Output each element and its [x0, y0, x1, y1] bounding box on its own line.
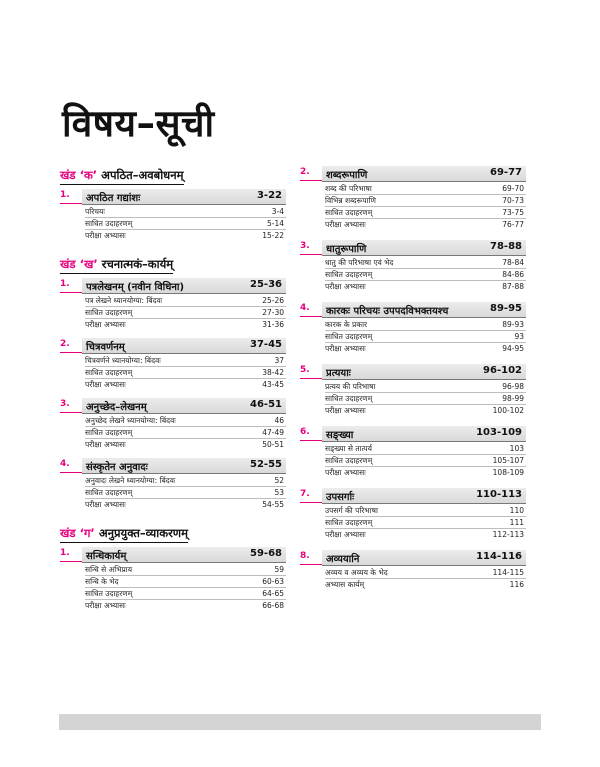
section-prefix: खंड	[60, 526, 76, 540]
toc-chapter[interactable]	[300, 488, 526, 540]
subtopic-title: अभ्यास कार्यम्	[325, 580, 365, 589]
subtopic-title: कारक के प्रकार	[325, 320, 368, 329]
subtopic-row[interactable]	[85, 367, 286, 379]
subtopic-pages: 66-68	[262, 601, 284, 610]
toc-chapter[interactable]	[300, 166, 526, 230]
section-heading	[60, 168, 286, 185]
subtopic-row[interactable]	[325, 343, 526, 354]
subtopic-row[interactable]	[85, 475, 286, 487]
subtopic-pages: 98-99	[502, 394, 524, 403]
chapter-heading[interactable]	[300, 488, 526, 505]
chapter-title-bar	[322, 302, 526, 318]
subtopic-row[interactable]	[85, 379, 286, 390]
toc-chapter[interactable]	[60, 189, 286, 241]
subtopic-row[interactable]	[325, 331, 526, 343]
subtopic-title: विभिन्न शब्दरूपाणि	[325, 196, 376, 205]
chapter-title: अपठित गद्यांशः	[86, 193, 141, 204]
chapter-heading[interactable]	[60, 547, 286, 564]
subtopic-pages: 111	[509, 518, 524, 527]
chapter-heading[interactable]	[60, 458, 286, 475]
chapter-title: सङ्ख्या	[326, 430, 354, 441]
chapter-title-bar	[82, 278, 286, 294]
chapter-pages: 25-36	[250, 279, 282, 290]
subtopic-pages: 114-115	[492, 568, 524, 577]
chapter-title-bar	[322, 426, 526, 442]
chapter-pages: 110-113	[476, 489, 522, 500]
toc-chapter[interactable]	[300, 550, 526, 590]
subtopic-pages: 70-73	[502, 196, 524, 205]
subtopic-title: पत्र लेखने ध्यानयोग्या: बिंदवः	[85, 296, 163, 305]
subtopic-title: साधित उदाहरणम्	[85, 368, 133, 377]
subtopic-row[interactable]	[325, 183, 526, 195]
chapter-title: अव्ययानि	[326, 554, 360, 565]
chapter-heading[interactable]	[300, 550, 526, 567]
chapter-title: सन्धिकार्यम्	[86, 551, 127, 562]
subtopic-pages: 78-84	[502, 258, 524, 267]
subtopic-row[interactable]	[85, 600, 286, 611]
chapter-pages: 46-51	[250, 399, 282, 410]
chapter-title: संस्कृतेन अनुवादः	[86, 462, 148, 473]
section-name: रचनात्मकं–कार्यम्	[101, 257, 174, 271]
subtopic-title: साधित उदाहरणम्	[325, 394, 373, 403]
toc-right-column	[300, 166, 526, 600]
section-letter: ‘ख’	[79, 257, 98, 271]
subtopic-row[interactable]	[325, 455, 526, 467]
chapter-title-bar	[322, 240, 526, 256]
subtopic-pages: 100-102	[492, 406, 524, 415]
toc-chapter[interactable]	[60, 278, 286, 330]
section-heading-line	[60, 526, 188, 543]
subtopic-row[interactable]	[325, 405, 526, 416]
subtopic-title: परीक्षा अभ्यासः	[325, 220, 366, 229]
section-heading-line	[60, 257, 173, 274]
subtopic-title: परिचयः	[85, 207, 105, 216]
subtopic-title: साधित उदाहरणम्	[85, 589, 133, 598]
subtopic-pages: 37	[274, 356, 284, 365]
subtopic-pages: 87-88	[502, 282, 524, 291]
chapter-title-bar	[82, 189, 286, 205]
chapter-pages: 103-109	[476, 427, 522, 438]
toc-chapter[interactable]	[300, 240, 526, 292]
chapter-pages: 37-45	[250, 339, 282, 350]
subtopic-pages: 5-14	[266, 219, 284, 228]
chapter-heading[interactable]	[60, 398, 286, 415]
chapter-heading[interactable]	[300, 240, 526, 257]
toc-chapter[interactable]	[300, 302, 526, 354]
toc-chapter[interactable]	[60, 547, 286, 611]
subtopic-row[interactable]	[85, 230, 286, 241]
subtopic-title: परीक्षा अभ्यासः	[85, 601, 126, 610]
subtopic-pages: 38-42	[262, 368, 284, 377]
subtopic-pages: 60-63	[262, 577, 284, 586]
subtopic-pages: 94-95	[502, 344, 524, 353]
chapter-pages: 114-116	[476, 551, 522, 562]
subtopic-title: परीक्षा अभ्यासः	[325, 468, 366, 477]
subtopic-pages: 50-51	[262, 440, 284, 449]
chapter-title: उपसर्गाः	[326, 492, 355, 503]
subtopic-row[interactable]	[85, 439, 286, 450]
subtopic-title: शब्द की परिभाषा	[325, 184, 372, 193]
subtopic-row[interactable]	[85, 576, 286, 588]
subtopic-row[interactable]	[85, 206, 286, 218]
subtopic-row[interactable]	[325, 207, 526, 219]
subtopic-row[interactable]	[85, 588, 286, 600]
chapter-title-bar	[322, 488, 526, 504]
subtopic-row[interactable]	[85, 355, 286, 367]
subtopic-pages: 116	[509, 580, 524, 589]
subtopic-pages: 54-55	[262, 500, 284, 509]
subtopic-title: अनुच्छेद लेखने ध्यानयोग्या: बिंदवः	[85, 416, 176, 425]
subtopic-pages: 15-22	[262, 231, 284, 240]
subtopic-pages: 103	[509, 444, 524, 453]
chapter-title: धातुरूपाणि	[326, 244, 367, 255]
subtopic-pages: 110	[509, 506, 524, 515]
subtopic-pages: 69-70	[502, 184, 524, 193]
toc-chapter[interactable]	[300, 364, 526, 416]
subtopic-title: धातु की परिभाषा एवं भेद	[325, 258, 394, 267]
chapter-title: अनुच्छेद–लेखनम्	[86, 402, 147, 413]
subtopic-pages: 89-93	[502, 320, 524, 329]
chapter-title: शब्दरूपाणि	[326, 170, 368, 181]
toc-chapter[interactable]	[60, 338, 286, 390]
subtopic-pages: 31-36	[262, 320, 284, 329]
subtopic-pages: 108-109	[492, 468, 524, 477]
subtopic-pages: 47-49	[262, 428, 284, 437]
subtopic-row[interactable]	[85, 427, 286, 439]
subtopic-row[interactable]	[325, 393, 526, 405]
section-heading	[60, 526, 286, 543]
subtopic-title: सन्धि के भेद	[85, 577, 119, 586]
section-heading	[60, 257, 286, 274]
chapter-pages: 52-55	[250, 459, 282, 470]
subtopic-title: परीक्षा अभ्यासः	[325, 344, 366, 353]
chapter-pages: 96-102	[483, 365, 522, 376]
subtopic-title: उपसर्ग की परिभाषा	[325, 506, 378, 515]
chapter-heading[interactable]	[60, 278, 286, 295]
chapter-title: पत्रलेखनम् (नवीन विधिना)	[86, 282, 185, 293]
subtopic-title: साधित उदाहरणम्	[325, 208, 373, 217]
chapter-pages: 3-22	[256, 190, 282, 201]
subtopic-title: साधित उदाहरणम्	[325, 332, 373, 341]
subtopic-pages: 27-30	[262, 308, 284, 317]
subtopic-row[interactable]	[85, 218, 286, 230]
subtopic-pages: 53	[274, 488, 284, 497]
toc-chapter[interactable]	[60, 458, 286, 510]
chapter-title-bar	[322, 166, 526, 182]
subtopic-title: प्रत्यय की परिभाषा	[325, 382, 376, 391]
subtopic-row[interactable]	[325, 567, 526, 579]
chapter-pages: 89-95	[490, 303, 522, 314]
section-prefix: खंड	[60, 257, 76, 271]
subtopic-row[interactable]	[85, 487, 286, 499]
subtopic-title: परीक्षा अभ्यासः	[85, 320, 126, 329]
subtopic-pages: 73-75	[502, 208, 524, 217]
subtopic-row[interactable]	[325, 443, 526, 455]
subtopic-row[interactable]	[325, 579, 526, 590]
subtopic-title: सङ्ख्या से तात्पर्य	[325, 444, 372, 453]
section-letter: ‘ग’	[79, 526, 95, 540]
subtopic-pages: 59	[274, 565, 284, 574]
subtopic-pages: 93	[514, 332, 524, 341]
subtopic-pages: 76-77	[502, 220, 524, 229]
subtopic-title: परीक्षा अभ्यासः	[85, 440, 126, 449]
chapter-pages: 78-88	[490, 241, 522, 252]
subtopic-title: साधित उदाहरणम्	[325, 270, 373, 279]
subtopic-pages: 96-98	[502, 382, 524, 391]
page-title: विषय–सूची	[62, 102, 215, 145]
chapter-heading[interactable]	[60, 189, 286, 206]
subtopic-pages: 25-26	[262, 296, 284, 305]
footer-bar	[59, 714, 541, 730]
chapter-heading[interactable]	[300, 302, 526, 319]
chapter-pages: 59-68	[250, 548, 282, 559]
subtopic-title: अव्यय व अव्यय के भेद	[325, 568, 388, 577]
subtopic-row[interactable]	[325, 467, 526, 478]
subtopic-row[interactable]	[325, 219, 526, 230]
subtopic-row[interactable]	[85, 564, 286, 576]
subtopic-row[interactable]	[85, 415, 286, 427]
subtopic-title: परीक्षा अभ्यासः	[85, 380, 126, 389]
chapter-heading[interactable]	[300, 426, 526, 443]
subtopic-pages: 64-65	[262, 589, 284, 598]
subtopic-title: साधित उदाहरणम्	[325, 456, 373, 465]
subtopic-title: सन्धि से अभिप्राय	[85, 565, 133, 574]
chapter-title-bar	[82, 547, 286, 563]
toc-chapter[interactable]	[60, 398, 286, 450]
subtopic-pages: 43-45	[262, 380, 284, 389]
chapter-heading[interactable]	[60, 338, 286, 355]
chapter-heading[interactable]	[300, 364, 526, 381]
chapter-title-bar	[322, 550, 526, 566]
section-letter: ‘क’	[79, 168, 98, 182]
subtopic-title: साधित उदाहरणम्	[85, 428, 133, 437]
subtopic-row[interactable]	[325, 529, 526, 540]
subtopic-title: परीक्षा अभ्यासः	[325, 282, 366, 291]
subtopic-row[interactable]	[325, 281, 526, 292]
subtopic-row[interactable]	[325, 517, 526, 529]
subtopic-pages: 112-113	[492, 530, 524, 539]
subtopic-row[interactable]	[85, 499, 286, 510]
subtopic-row[interactable]	[85, 319, 286, 330]
subtopic-title: चित्रवर्णने ध्यानयोग्या: बिंदवः	[85, 356, 161, 365]
section-heading-line	[60, 168, 184, 185]
subtopic-title: परीक्षा अभ्यासः	[325, 530, 366, 539]
section-name: अपठित–अवबोधनम्	[101, 168, 184, 182]
subtopic-pages: 3-4	[271, 207, 284, 216]
subtopic-row[interactable]	[325, 257, 526, 269]
chapter-title-bar	[82, 338, 286, 354]
subtopic-title: परीक्षा अभ्यासः	[325, 406, 366, 415]
subtopic-row[interactable]	[85, 295, 286, 307]
subtopic-pages: 52	[274, 476, 284, 485]
subtopic-title: परीक्षा अभ्यासः	[85, 231, 126, 240]
subtopic-pages: 105-107	[492, 456, 524, 465]
subtopic-row[interactable]	[85, 307, 286, 319]
subtopic-row[interactable]	[325, 319, 526, 331]
subtopic-title: अनुवादः लेखने ध्यानयोग्या: बिंदवः	[85, 476, 176, 485]
subtopic-row[interactable]	[325, 381, 526, 393]
subtopic-title: परीक्षा अभ्यासः	[85, 500, 126, 509]
subtopic-title: साधित उदाहरणम्	[85, 308, 133, 317]
subtopic-title: साधित उदाहरणम्	[85, 488, 133, 497]
chapter-title-bar	[322, 364, 526, 380]
subtopic-row[interactable]	[325, 269, 526, 281]
subtopic-row[interactable]	[325, 505, 526, 517]
section-prefix: खंड	[60, 168, 76, 182]
toc-chapter[interactable]	[300, 426, 526, 478]
subtopic-pages: 46	[274, 416, 284, 425]
subtopic-title: साधित उदाहरणम्	[85, 219, 133, 228]
chapter-title: प्रत्ययाः	[326, 368, 351, 379]
section-name: अनुप्रयुक्त–व्याकरणम्	[98, 526, 188, 540]
chapter-pages: 69-77	[490, 167, 522, 178]
chapter-title: चित्रवर्णनम्	[86, 342, 125, 353]
subtopic-pages: 84-86	[502, 270, 524, 279]
chapter-title-bar	[82, 398, 286, 414]
chapter-title-bar	[82, 458, 286, 474]
chapter-title: कारकः परिचयः उपपदविभक्तयश्च	[326, 306, 449, 317]
subtopic-row[interactable]	[325, 195, 526, 207]
subtopic-title: साधित उदाहरणम्	[325, 518, 373, 527]
toc-left-column	[60, 166, 286, 619]
chapter-heading[interactable]	[300, 166, 526, 183]
